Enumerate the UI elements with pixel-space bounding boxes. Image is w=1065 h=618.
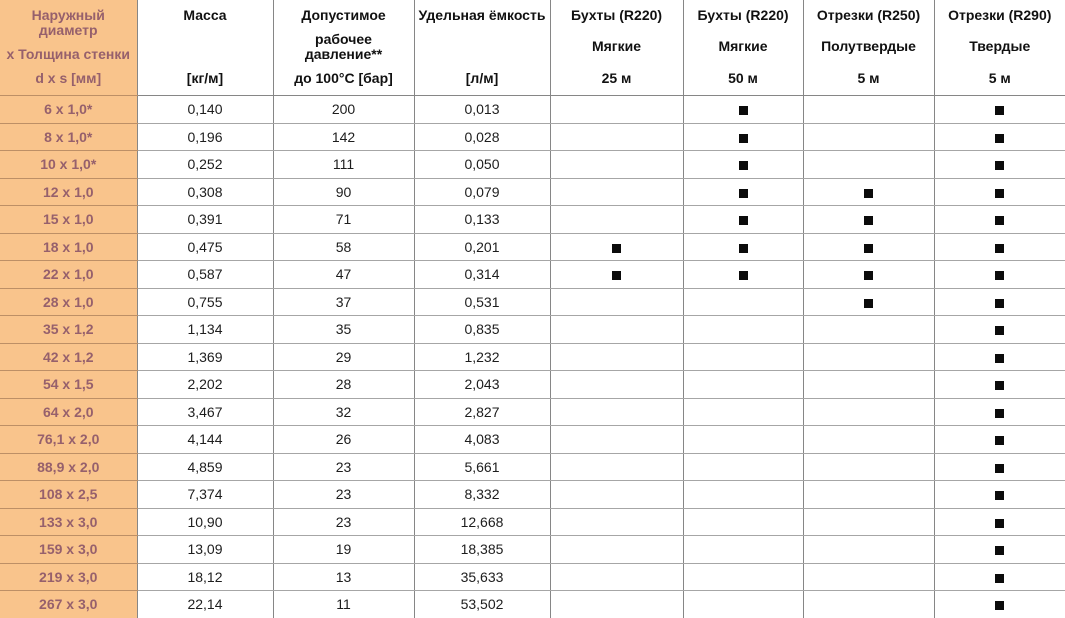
header-line-mid: Мягкие <box>591 38 642 55</box>
capacity-cell: 0,050 <box>414 151 550 179</box>
table-header <box>0 0 1065 96</box>
lengths-r250-5m-cell <box>803 371 934 399</box>
mass-cell: 22,14 <box>137 591 273 618</box>
availability-marker <box>995 546 1004 555</box>
col-header-lengths-r250-5m <box>803 0 934 96</box>
coils-r220-25m-cell <box>550 371 683 399</box>
availability-marker <box>995 491 1004 500</box>
availability-marker <box>995 326 1004 335</box>
capacity-cell: 0,013 <box>414 96 550 124</box>
mass-cell: 18,12 <box>137 563 273 591</box>
header-line-bottom: 5 м <box>857 69 880 86</box>
lengths-r290-5m-cell <box>934 261 1065 289</box>
header-cell-content <box>138 0 273 95</box>
coils-r220-25m-cell <box>550 343 683 371</box>
table-row <box>0 453 1065 481</box>
table-row <box>0 96 1065 124</box>
header-cell-content <box>415 0 550 95</box>
availability-marker <box>995 409 1004 418</box>
coils-r220-50m-cell <box>683 508 803 536</box>
header-line-bottom: [л/м] <box>465 69 499 86</box>
lengths-r250-5m-cell <box>803 288 934 316</box>
pressure-cell: 11 <box>273 591 414 618</box>
header-line-bottom: 25 м <box>601 69 632 86</box>
lengths-r250-5m-cell <box>803 563 934 591</box>
availability-marker <box>995 464 1004 473</box>
coils-r220-50m-cell <box>683 96 803 124</box>
lengths-r250-5m-cell <box>803 151 934 179</box>
table-row <box>0 123 1065 151</box>
header-row <box>0 0 1065 96</box>
lengths-r250-5m-cell <box>803 123 934 151</box>
header-line-bottom: [кг/м] <box>186 69 224 86</box>
size-cell: 133 x 3,0 <box>0 508 137 536</box>
coils-r220-25m-cell <box>550 178 683 206</box>
pressure-cell: 29 <box>273 343 414 371</box>
coils-r220-50m-cell <box>683 178 803 206</box>
coils-r220-50m-cell <box>683 288 803 316</box>
pressure-cell: 37 <box>273 288 414 316</box>
availability-marker <box>995 354 1004 363</box>
header-line-bottom: 5 м <box>988 69 1011 86</box>
availability-marker <box>995 519 1004 528</box>
col-header-capacity <box>414 0 550 96</box>
mass-cell: 0,391 <box>137 206 273 234</box>
lengths-r290-5m-cell <box>934 233 1065 261</box>
pressure-cell: 23 <box>273 508 414 536</box>
availability-marker <box>612 244 621 253</box>
lengths-r290-5m-cell <box>934 343 1065 371</box>
size-cell: 35 x 1,2 <box>0 316 137 344</box>
mass-cell: 1,369 <box>137 343 273 371</box>
coils-r220-25m-cell <box>550 563 683 591</box>
coils-r220-50m-cell <box>683 343 803 371</box>
availability-marker <box>995 189 1004 198</box>
coils-r220-50m-cell <box>683 261 803 289</box>
header-line-bottom: 50 м <box>728 69 758 86</box>
table-row <box>0 481 1065 509</box>
availability-marker <box>995 381 1004 390</box>
table-row <box>0 261 1065 289</box>
lengths-r290-5m-cell <box>934 536 1065 564</box>
size-cell: 18 x 1,0 <box>0 233 137 261</box>
lengths-r250-5m-cell <box>803 206 934 234</box>
availability-marker <box>995 299 1004 308</box>
coils-r220-25m-cell <box>550 536 683 564</box>
pressure-cell: 26 <box>273 426 414 454</box>
availability-marker <box>612 271 621 280</box>
capacity-cell: 4,083 <box>414 426 550 454</box>
coils-r220-25m-cell <box>550 123 683 151</box>
lengths-r250-5m-cell <box>803 398 934 426</box>
header-line-bottom: d x s [мм] <box>35 69 102 86</box>
size-cell: 28 x 1,0 <box>0 288 137 316</box>
header-line-mid: Мягкие <box>718 38 768 55</box>
coils-r220-25m-cell <box>550 96 683 124</box>
availability-marker <box>995 161 1004 170</box>
lengths-r290-5m-cell <box>934 96 1065 124</box>
mass-cell: 0,308 <box>137 178 273 206</box>
header-line-top: Бухты (R220) <box>570 7 663 23</box>
mass-cell: 0,755 <box>137 288 273 316</box>
pressure-cell: 111 <box>273 151 414 179</box>
capacity-cell: 1,232 <box>414 343 550 371</box>
header-cell-content <box>935 0 1065 95</box>
pressure-cell: 58 <box>273 233 414 261</box>
coils-r220-50m-cell <box>683 591 803 618</box>
lengths-r250-5m-cell <box>803 426 934 454</box>
lengths-r250-5m-cell <box>803 261 934 289</box>
mass-cell: 13,09 <box>137 536 273 564</box>
availability-marker <box>995 244 1004 253</box>
size-cell: 76,1 x 2,0 <box>0 426 137 454</box>
availability-marker <box>864 271 873 280</box>
lengths-r290-5m-cell <box>934 508 1065 536</box>
size-cell: 12 x 1,0 <box>0 178 137 206</box>
lengths-r290-5m-cell <box>934 563 1065 591</box>
table-row <box>0 426 1065 454</box>
availability-marker <box>864 216 873 225</box>
col-header-lengths-r290-5m <box>934 0 1065 96</box>
availability-marker <box>995 216 1004 225</box>
pressure-cell: 28 <box>273 371 414 399</box>
size-cell: 267 x 3,0 <box>0 591 137 618</box>
pressure-cell: 71 <box>273 206 414 234</box>
lengths-r290-5m-cell <box>934 398 1065 426</box>
header-line-top: Отрезки (R250) <box>816 7 921 23</box>
availability-marker <box>995 134 1004 143</box>
capacity-cell: 0,079 <box>414 178 550 206</box>
size-cell: 42 x 1,2 <box>0 343 137 371</box>
header-line-top: Наружный диаметр <box>31 7 105 39</box>
capacity-cell: 0,133 <box>414 206 550 234</box>
lengths-r250-5m-cell <box>803 316 934 344</box>
table-row <box>0 206 1065 234</box>
coils-r220-25m-cell <box>550 316 683 344</box>
availability-marker <box>995 601 1004 610</box>
lengths-r290-5m-cell <box>934 426 1065 454</box>
coils-r220-50m-cell <box>683 151 803 179</box>
coils-r220-50m-cell <box>683 426 803 454</box>
mass-cell: 0,196 <box>137 123 273 151</box>
coils-r220-25m-cell <box>550 151 683 179</box>
header-line-top: Допустимое <box>301 7 386 23</box>
header-line-mid: х Толщина стенки <box>6 46 130 62</box>
table-row <box>0 508 1065 536</box>
coils-r220-25m-cell <box>550 288 683 316</box>
pressure-cell: 19 <box>273 536 414 564</box>
col-header-coils-r220-25m <box>550 0 683 96</box>
size-cell: 219 x 3,0 <box>0 563 137 591</box>
availability-marker <box>739 106 748 115</box>
lengths-r250-5m-cell <box>803 233 934 261</box>
col-header-coils-r220-50m <box>683 0 803 96</box>
size-cell: 15 x 1,0 <box>0 206 137 234</box>
mass-cell: 0,252 <box>137 151 273 179</box>
availability-marker <box>864 244 873 253</box>
availability-marker <box>995 106 1004 115</box>
header-cell-content <box>0 0 137 95</box>
header-line-mid: рабочее давление** <box>304 30 383 62</box>
coils-r220-50m-cell <box>683 206 803 234</box>
table-row <box>0 536 1065 564</box>
lengths-r250-5m-cell <box>803 508 934 536</box>
lengths-r290-5m-cell <box>934 178 1065 206</box>
availability-marker <box>864 189 873 198</box>
availability-marker <box>864 299 873 308</box>
table-row <box>0 398 1065 426</box>
lengths-r250-5m-cell <box>803 536 934 564</box>
capacity-cell: 0,835 <box>414 316 550 344</box>
pressure-cell: 23 <box>273 453 414 481</box>
pressure-cell: 142 <box>273 123 414 151</box>
coils-r220-50m-cell <box>683 563 803 591</box>
availability-marker <box>739 216 748 225</box>
mass-cell: 0,475 <box>137 233 273 261</box>
coils-r220-25m-cell <box>550 481 683 509</box>
mass-cell: 0,140 <box>137 96 273 124</box>
coils-r220-50m-cell <box>683 123 803 151</box>
lengths-r290-5m-cell <box>934 316 1065 344</box>
header-line-top: Отрезки (R290) <box>948 7 1052 23</box>
table-row <box>0 233 1065 261</box>
table-row <box>0 178 1065 206</box>
table-row <box>0 288 1065 316</box>
table-row <box>0 371 1065 399</box>
pressure-cell: 200 <box>273 96 414 124</box>
table-body <box>0 96 1065 618</box>
capacity-cell: 0,531 <box>414 288 550 316</box>
capacity-cell: 0,201 <box>414 233 550 261</box>
availability-marker <box>995 574 1004 583</box>
lengths-r290-5m-cell <box>934 288 1065 316</box>
header-line-mid: Полутвердые <box>821 38 916 55</box>
availability-marker <box>739 134 748 143</box>
capacity-cell: 2,043 <box>414 371 550 399</box>
capacity-cell: 0,314 <box>414 261 550 289</box>
lengths-r250-5m-cell <box>803 481 934 509</box>
table-row <box>0 316 1065 344</box>
capacity-cell: 2,827 <box>414 398 550 426</box>
table-row <box>0 151 1065 179</box>
capacity-cell: 5,661 <box>414 453 550 481</box>
pressure-cell: 32 <box>273 398 414 426</box>
coils-r220-50m-cell <box>683 536 803 564</box>
header-line-bottom: до 100°C [бар] <box>294 69 393 86</box>
lengths-r250-5m-cell <box>803 591 934 618</box>
coils-r220-50m-cell <box>683 371 803 399</box>
header-cell-content <box>804 0 934 95</box>
coils-r220-50m-cell <box>683 233 803 261</box>
lengths-r290-5m-cell <box>934 151 1065 179</box>
size-cell: 6 x 1,0* <box>0 96 137 124</box>
mass-cell: 0,587 <box>137 261 273 289</box>
col-header-pressure <box>273 0 414 96</box>
size-cell: 22 x 1,0 <box>0 261 137 289</box>
table-row <box>0 591 1065 618</box>
mass-cell: 4,859 <box>137 453 273 481</box>
table-row <box>0 343 1065 371</box>
coils-r220-50m-cell <box>683 398 803 426</box>
lengths-r290-5m-cell <box>934 371 1065 399</box>
size-cell: 64 x 2,0 <box>0 398 137 426</box>
coils-r220-50m-cell <box>683 453 803 481</box>
pressure-cell: 35 <box>273 316 414 344</box>
col-header-size <box>0 0 137 96</box>
header-line-top: Удельная ёмкость <box>418 7 546 23</box>
coils-r220-25m-cell <box>550 398 683 426</box>
lengths-r250-5m-cell <box>803 96 934 124</box>
size-cell: 88,9 x 2,0 <box>0 453 137 481</box>
size-cell: 54 x 1,5 <box>0 371 137 399</box>
availability-marker <box>995 436 1004 445</box>
capacity-cell: 12,668 <box>414 508 550 536</box>
coils-r220-25m-cell <box>550 508 683 536</box>
coils-r220-50m-cell <box>683 481 803 509</box>
lengths-r290-5m-cell <box>934 123 1065 151</box>
coils-r220-25m-cell <box>550 233 683 261</box>
mass-cell: 3,467 <box>137 398 273 426</box>
coils-r220-25m-cell <box>550 261 683 289</box>
size-cell: 10 x 1,0* <box>0 151 137 179</box>
pressure-cell: 47 <box>273 261 414 289</box>
mass-cell: 2,202 <box>137 371 273 399</box>
lengths-r250-5m-cell <box>803 453 934 481</box>
coils-r220-25m-cell <box>550 453 683 481</box>
coils-r220-25m-cell <box>550 591 683 618</box>
capacity-cell: 0,028 <box>414 123 550 151</box>
col-header-mass <box>137 0 273 96</box>
mass-cell: 4,144 <box>137 426 273 454</box>
capacity-cell: 18,385 <box>414 536 550 564</box>
mass-cell: 7,374 <box>137 481 273 509</box>
availability-marker <box>995 271 1004 280</box>
table-row <box>0 563 1065 591</box>
lengths-r250-5m-cell <box>803 343 934 371</box>
pressure-cell: 23 <box>273 481 414 509</box>
header-line-top: Масса <box>183 7 227 23</box>
mass-cell: 1,134 <box>137 316 273 344</box>
lengths-r290-5m-cell <box>934 591 1065 618</box>
capacity-cell: 53,502 <box>414 591 550 618</box>
availability-marker <box>739 189 748 198</box>
availability-marker <box>739 244 748 253</box>
coils-r220-25m-cell <box>550 206 683 234</box>
size-cell: 159 x 3,0 <box>0 536 137 564</box>
lengths-r290-5m-cell <box>934 481 1065 509</box>
availability-marker <box>739 271 748 280</box>
header-cell-content <box>274 0 414 95</box>
lengths-r290-5m-cell <box>934 206 1065 234</box>
availability-marker <box>739 161 748 170</box>
size-cell: 8 x 1,0* <box>0 123 137 151</box>
lengths-r290-5m-cell <box>934 453 1065 481</box>
pressure-cell: 13 <box>273 563 414 591</box>
header-line-top: Бухты (R220) <box>697 7 789 23</box>
pressure-cell: 90 <box>273 178 414 206</box>
capacity-cell: 8,332 <box>414 481 550 509</box>
coils-r220-25m-cell <box>550 426 683 454</box>
capacity-cell: 35,633 <box>414 563 550 591</box>
coils-r220-50m-cell <box>683 316 803 344</box>
lengths-r250-5m-cell <box>803 178 934 206</box>
header-cell-content <box>551 0 683 95</box>
header-line-mid: Твердые <box>969 38 1031 55</box>
mass-cell: 10,90 <box>137 508 273 536</box>
header-cell-content <box>684 0 803 95</box>
size-cell: 108 x 2,5 <box>0 481 137 509</box>
